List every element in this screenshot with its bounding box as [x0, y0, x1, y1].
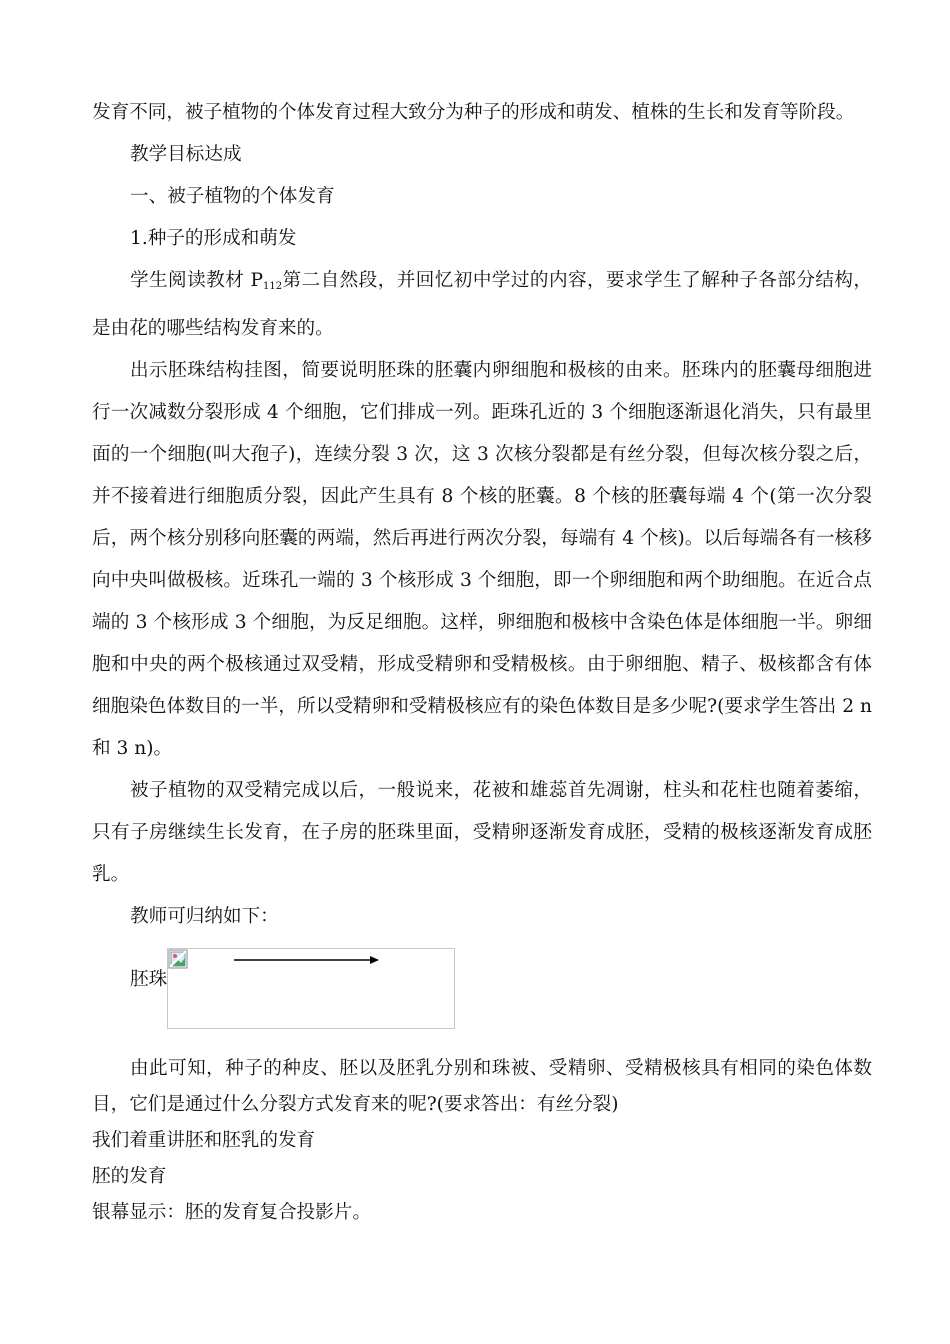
paragraph-ovule-structure: 出示胚珠结构挂图，简要说明胚珠的胚囊内卵细胞和极核的由来。胚珠内的胚囊母细胞进行一次减数分裂形成 4 个细胞，它们排成一列。距珠孔近的 3 个细胞逐渐退化消失，只有最里面的一个细胞(叫大孢子)，连续分裂 3 次，这 3 次核分裂都是有丝分裂，但每次核分裂之后，并不接着进行细胞质分裂，因此产生具有 8 个核的胚囊。8 个核的胚囊每端 4 个(第一次分裂后，两个核分别移向胚囊的两端，然后再进行两次分裂，每端有 4 个核)。以后每端各有一核移向中央叫做极核。近珠孔一端的 3 个核形成 3 个细胞，即一个卵细胞和两个助细胞。在近合点端的 3 个核形成 3 个细胞，为反足细胞。这样，卵细胞和极核中含染色体是体细胞一半。卵细胞和中央的两个极核通过双受精，形成受精卵和受精极核。由于卵细胞、精子、极核都含有体细胞染色体数目的一半，所以受精卵和受精极核应有的染色体数目是多少呢?(要求学生答出 2 n 和 3 n)。: [92, 360, 872, 759]
paragraph-focus-embryo: 我们着重讲胚和胚乳的发育: [92, 1130, 316, 1151]
paragraph-intro-continuation: 发育不同，被子植物的个体发育过程大致分为种子的形成和萌发、植株的生长和发育等阶段。: [92, 102, 855, 123]
paragraph-read-textbook-part-b: 第二自然段，并回忆初中学过的内容，要求学生了解种子各部分结构，是由花的哪些结构发育来的。: [92, 270, 872, 339]
paragraph-double-fertilization: 被子植物的双受精完成以后，一般说来，花被和雄蕊首先凋谢，柱头和花柱也随着萎缩，只有子房继续生长发育，在子房的胚珠里面，受精卵逐渐发育成胚，受精的极核逐渐发育成胚乳。: [92, 780, 872, 885]
page-number-subscript: 112: [263, 281, 283, 292]
section-heading-individual-development: 一、被子植物的个体发育: [130, 186, 335, 207]
paragraph-screen-display: 银幕显示：胚的发育复合投影片。: [92, 1202, 371, 1223]
heading-embryo-development: 胚的发育: [92, 1166, 167, 1187]
paragraph-read-textbook: [92, 260, 872, 350]
document-page: [92, 92, 872, 1231]
broken-image-icon: [168, 949, 188, 969]
diagram-image-frame: [167, 948, 455, 1029]
section-heading-teaching-goals: 教学目标达成: [130, 144, 242, 165]
paragraph-teacher-summary: 教师可归纳如下：: [130, 906, 279, 927]
paragraph-conclusion: 由此可知，种子的种皮、胚以及胚乳分别和珠被、受精卵、受精极核具有相同的染色体数目，它们是通过什么分裂方式发育来的呢?(要求答出：有丝分裂): [92, 1058, 872, 1115]
summary-diagram: [92, 948, 872, 1043]
right-arrow-icon: [234, 953, 380, 967]
paragraph-read-textbook-part-a: 学生阅读教材 P: [130, 270, 264, 291]
subsection-heading-seed-formation: 1.种子的形成和萌发: [130, 228, 297, 249]
diagram-label-ovule: 胚珠: [130, 969, 168, 990]
